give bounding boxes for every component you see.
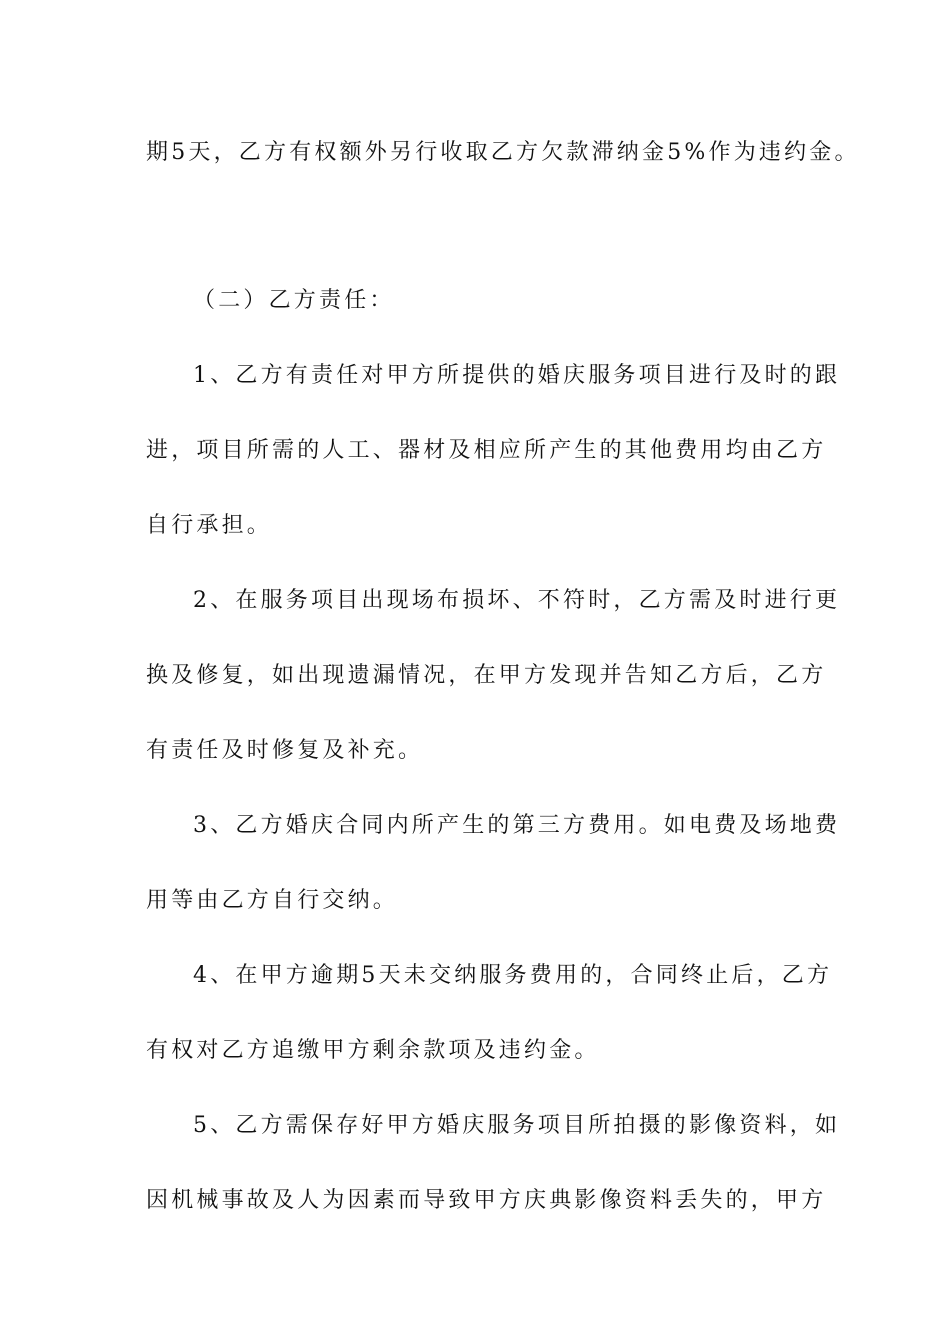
paragraph-line: 1、乙方有责任对甲方所提供的婚庆服务项目进行及时的跟 <box>193 363 841 388</box>
paragraph-line: 用等由乙方自行交纳。 <box>146 888 399 913</box>
paragraph-line: 因机械事故及人为因素而导致甲方庆典影像资料丢失的，甲方 <box>146 1188 827 1213</box>
paragraph-line: 换及修复，如出现遗漏情况，在甲方发现并告知乙方后，乙方 <box>146 663 827 688</box>
paragraph-line: 有权对乙方追缴甲方剩余款项及违约金。 <box>146 1038 600 1063</box>
paragraph-line: 进，项目所需的人工、器材及相应所产生的其他费用均由乙方 <box>146 438 827 463</box>
paragraph-line: 期5天，乙方有权额外另行收取乙方欠款滞纳金5%作为违约金。 <box>146 140 860 165</box>
paragraph-line: 5、乙方需保存好甲方婚庆服务项目所拍摄的影像资料，如 <box>193 1113 841 1138</box>
paragraph-line: 自行承担。 <box>146 513 273 538</box>
paragraph-line: 4、在甲方逾期5天未交纳服务费用的，合同终止后，乙方 <box>193 963 833 988</box>
paragraph-line: 有责任及时修复及补充。 <box>146 738 424 763</box>
paragraph-line: 2、在服务项目出现场布损坏、不符时，乙方需及时进行更 <box>193 588 841 613</box>
section-heading: （二）乙方责任： <box>193 288 395 313</box>
paragraph-line: 3、乙方婚庆合同内所产生的第三方费用。如电费及场地费 <box>193 813 841 838</box>
